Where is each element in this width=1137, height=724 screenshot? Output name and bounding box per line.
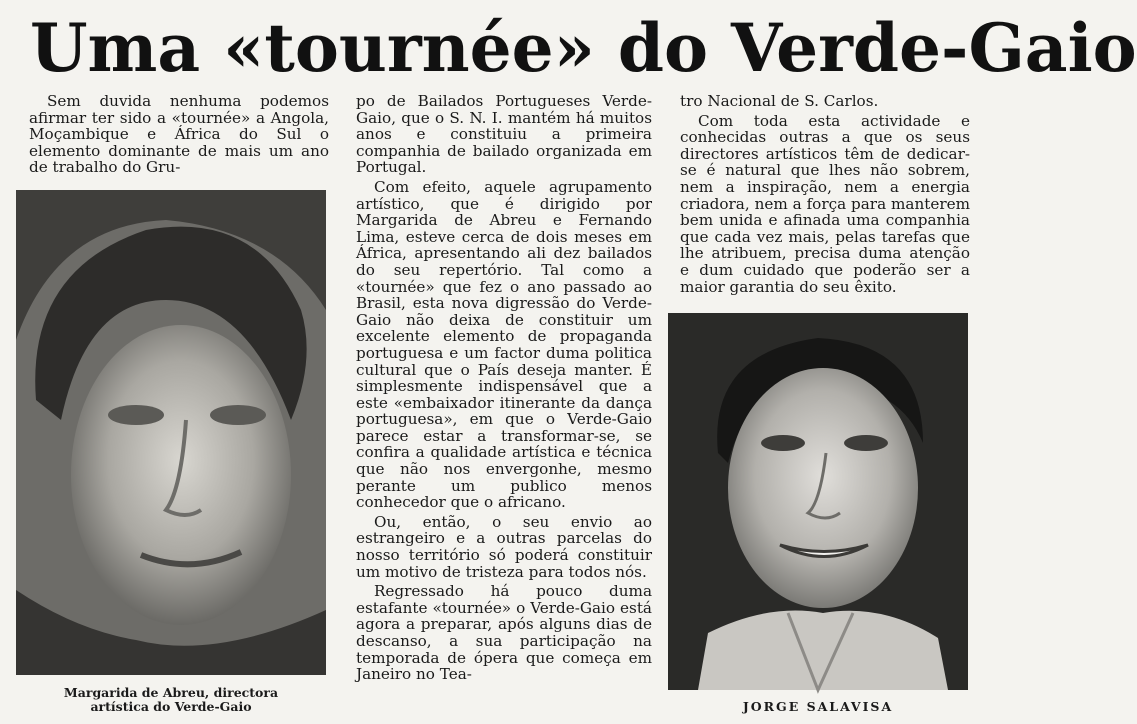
caption-line: artística do Verde-Gaio: [90, 699, 252, 714]
photo-caption-jorge-salavisa: JORGE SALAVISA: [742, 699, 894, 714]
portrait-photo-jorge-salavisa: [668, 313, 968, 690]
paragraph: Regressado há pouco duma estafante «tournée» o Verde-Gaio está agora a preparar, após alguns dias de descanso, a sua participação na temporada de ópera que começa em Janeiro no Tea-: [356, 582, 652, 684]
article-column-1: [29, 93, 329, 179]
article-headline: Uma «tournée» do Verde-Gaio: [30, 9, 1137, 87]
portrait-photo-margarida-de-abreu: [16, 190, 326, 675]
caption-line: Margarida de Abreu, directora: [63, 685, 279, 700]
paragraph: Com efeito, aquele agrupamento artístico, que é dirigido por Margarida de Abreu e Fernando Lima, esteve cerca de dois meses em África, apresentando ali dez bailados do seu repertório. Tal como a «tournée» que fez o ano passado ao Brasil, esta nova digressão do Verde-Gaio não deixa de constituir um excelente elemento de propaganda portuguesa e um factor duma politica cultural que o País deseja manter. É simplesmente indispensável que a este «embaixador itinerante da dança portuguesa», em que o Verde-Gaio parece estar a transformar-se, se confira a qualidade artística e técnica que não nos envergonhe, mesmo perante um publico menos conhecedor que o africano.: [356, 177, 652, 512]
paragraph: Com toda esta actividade e conhecidas outras a que os seus directores artísticos têm de dedicar-se é natural que lhes não sobrem, nem a inspiração, nem a energia criadora, nem a força para manterem bem unida e afinada uma companhia que cada vez mais, pelas tarefas que lhe atribuem, precisa duma atenção e dum cuidado que poderão ser a maior garantia do seu êxito.: [680, 111, 970, 296]
paragraph: tro Nacional de S. Carlos.: [680, 92, 879, 110]
article-column-2: [356, 93, 652, 686]
article-column-3: [680, 93, 970, 298]
paragraph: po de Bailados Portugueses Verde-Gaio, que o S. N. I. mantém há muitos anos e constituiu a primeira companhia de bailado organizada em Portugal.: [356, 92, 652, 177]
paragraph: Ou, então, o seu envio ao estrangeiro e a outras parcelas do nosso território só poderá constituir um motivo de tristeza para todos nós.: [356, 512, 652, 581]
photo-caption-margarida-de-abreu: [14, 686, 328, 714]
paragraph: Sem duvida nenhuma podemos afirmar ter sido a «tournée» a Angola, Moçambique e África do Sul o elemento dominante de mais um ano de trabalho do Gru-: [29, 92, 329, 177]
